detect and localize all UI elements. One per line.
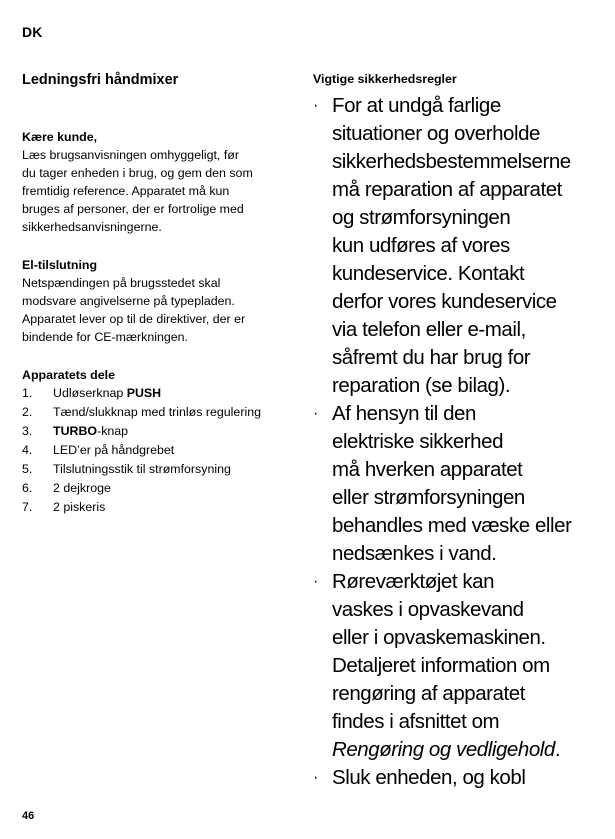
safety-line: Røreværktøjet kan bbox=[332, 570, 495, 593]
safety-line: og strømforsyningen bbox=[332, 206, 511, 229]
safety-line: derfor vores kundeservice bbox=[332, 290, 557, 313]
safety-line: eller strømforsyningen bbox=[332, 486, 525, 509]
page-title: Ledningsfri håndmixer bbox=[22, 72, 179, 88]
greeting-section bbox=[22, 128, 300, 236]
safety-line: Rengøring og vedligehold. bbox=[332, 738, 561, 761]
power-line: Apparatet lever op til de direktiver, der er bbox=[22, 312, 246, 326]
page-number: 46 bbox=[22, 810, 35, 822]
power-heading: El-tilslutning bbox=[22, 258, 98, 272]
parts-item-text: Udløserknap PUSH bbox=[53, 386, 162, 400]
safety-line: rengøring af apparatet bbox=[332, 682, 525, 705]
safety-line: For at undgå farlige bbox=[332, 94, 501, 117]
parts-heading: Apparatets dele bbox=[22, 368, 115, 382]
power-line: bindende for CE-mærkningen. bbox=[22, 330, 188, 344]
parts-list-item bbox=[22, 384, 300, 403]
safety-line: Sluk enheden, og kobl bbox=[332, 766, 526, 789]
parts-section bbox=[22, 366, 300, 517]
safety-line: vaskes i opvaskevand bbox=[332, 598, 524, 621]
parts-list-item bbox=[22, 460, 300, 479]
page-language-label: DK bbox=[22, 24, 43, 40]
greeting-line: Læs brugsanvisningen omhyggeligt, før bbox=[22, 148, 239, 162]
safety-bullet bbox=[313, 400, 613, 568]
bullet-dot-icon: · bbox=[313, 405, 318, 422]
greeting-line: fremtidig reference. Apparatet må kun bbox=[22, 184, 230, 198]
safety-list bbox=[313, 92, 613, 792]
safety-bullet bbox=[313, 764, 613, 792]
parts-item-text: TURBO-knap bbox=[53, 424, 129, 438]
parts-list-item bbox=[22, 403, 300, 422]
bullet-dot-icon: · bbox=[313, 573, 318, 590]
greeting-line: bruges af personer, der er fortrolige med bbox=[22, 202, 244, 216]
parts-item-number: 3. bbox=[22, 424, 33, 438]
right-column bbox=[313, 70, 613, 792]
power-line: Netspændingen på brugsstedet skal bbox=[22, 276, 221, 290]
safety-line: Detaljeret information om bbox=[332, 654, 550, 677]
safety-line: behandles med væske eller bbox=[332, 514, 572, 537]
safety-bullet bbox=[313, 92, 613, 400]
parts-item-number: 4. bbox=[22, 443, 33, 457]
safety-line: nedsænkes i vand. bbox=[332, 542, 497, 565]
left-column bbox=[22, 70, 300, 517]
safety-line: må reparation af apparatet bbox=[332, 178, 562, 201]
greeting-line: du tager enheden i brug, og gem den som bbox=[22, 166, 253, 180]
parts-item-text: 2 dejkroge bbox=[53, 481, 111, 495]
safety-line: eller i opvaskemaskinen. bbox=[332, 626, 546, 649]
parts-item-number: 5. bbox=[22, 462, 33, 476]
safety-bullet bbox=[313, 568, 613, 764]
parts-item-text: 2 piskeris bbox=[53, 500, 106, 514]
parts-item-text: Tilslutningsstik til strømforsyning bbox=[53, 462, 231, 476]
safety-line: via telefon eller e-mail, bbox=[332, 318, 526, 341]
safety-line: findes i afsnittet om bbox=[332, 710, 500, 733]
parts-list-item bbox=[22, 479, 300, 498]
parts-list-item bbox=[22, 498, 300, 517]
safety-line: kun udføres af vores bbox=[332, 234, 510, 257]
safety-line: såfremt du har brug for bbox=[332, 346, 531, 369]
greeting-line: sikkerhedsanvisningerne. bbox=[22, 220, 162, 234]
safety-line: elektriske sikkerhed bbox=[332, 430, 504, 453]
safety-line: Af hensyn til den bbox=[332, 402, 476, 425]
parts-list bbox=[22, 384, 300, 517]
parts-item-number: 7. bbox=[22, 500, 33, 514]
power-connection-section bbox=[22, 256, 300, 346]
safety-line: må hverken apparatet bbox=[332, 458, 523, 481]
bullet-dot-icon: · bbox=[313, 97, 318, 114]
parts-item-number: 2. bbox=[22, 405, 33, 419]
safety-line: sikkerhedsbestemmelserne bbox=[332, 150, 571, 173]
power-line: modsvare angivelserne på typepladen. bbox=[22, 294, 235, 308]
parts-item-number: 1. bbox=[22, 386, 33, 400]
bullet-dot-icon: · bbox=[313, 769, 318, 786]
parts-item-number: 6. bbox=[22, 481, 33, 495]
safety-heading: Vigtige sikkerhedsregler bbox=[313, 72, 457, 86]
parts-item-text: LED’er på håndgrebet bbox=[53, 443, 175, 457]
safety-line: reparation (se bilag). bbox=[332, 374, 511, 397]
parts-list-item bbox=[22, 422, 300, 441]
parts-list-item bbox=[22, 441, 300, 460]
greeting-heading: Kære kunde, bbox=[22, 130, 98, 144]
safety-line: kundeservice. Kontakt bbox=[332, 262, 525, 285]
section-reference: Rengøring og vedligehold bbox=[332, 738, 555, 761]
safety-line: situationer og overholde bbox=[332, 122, 541, 145]
parts-item-text: Tænd/slukknap med trinløs regulering bbox=[53, 405, 261, 419]
